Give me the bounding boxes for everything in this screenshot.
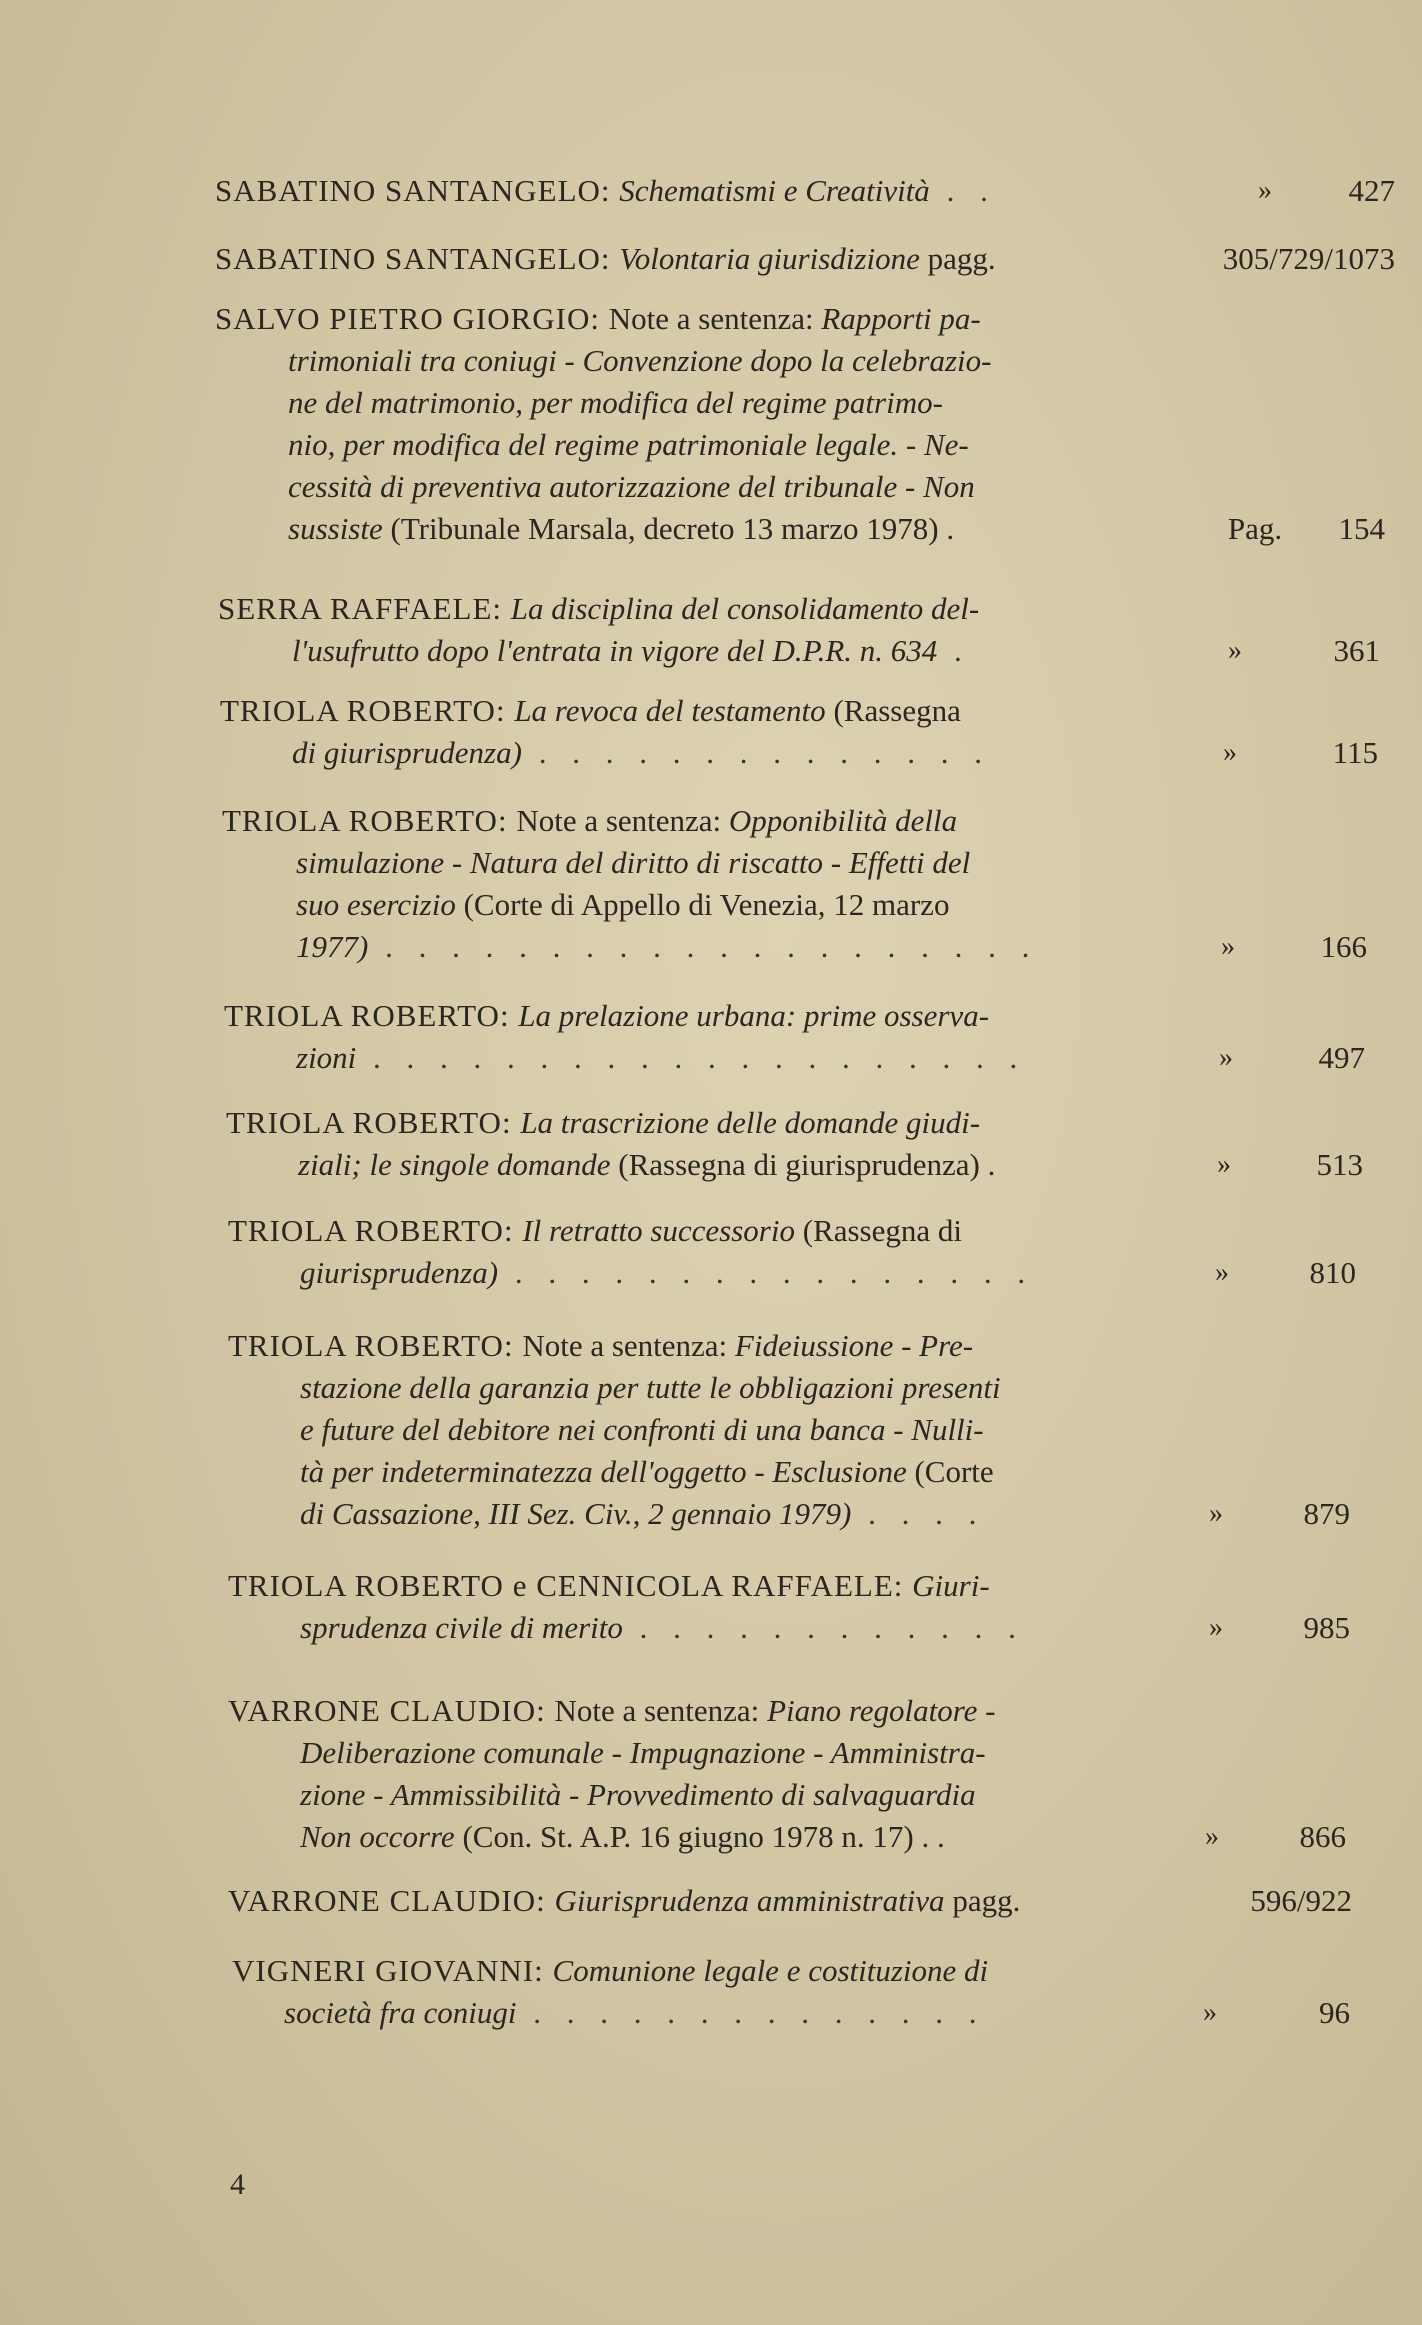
- entry-author: TRIOLA ROBERTO:: [224, 998, 519, 1033]
- entry-line: [0, 424, 1422, 466]
- entry-line-text: [296, 926, 1038, 968]
- entry-line: [0, 884, 1422, 926]
- page-number: 4: [230, 2168, 245, 2201]
- entry-line: [0, 1493, 1422, 1535]
- entry-line: [0, 1565, 1422, 1607]
- entry-mark: »: [1217, 1149, 1231, 1180]
- entry-author: TRIOLA ROBERTO:: [228, 1213, 523, 1248]
- entry-text-segment: (Rassegna di: [794, 1213, 963, 1248]
- entry-text-segment: Note a sentenza:: [522, 1328, 735, 1363]
- entry-line: [0, 1607, 1422, 1649]
- entry-line: [0, 1732, 1422, 1774]
- entry-line-text: [288, 424, 969, 466]
- entry-line: [0, 508, 1422, 550]
- entry-mark: »: [1221, 931, 1235, 962]
- entry-text-segment: società fra coniugi: [284, 1995, 517, 2030]
- entry-line-text: [228, 1210, 962, 1252]
- entry-text-segment: Piano regolatore -: [767, 1693, 996, 1728]
- entry-line-text: [300, 1493, 985, 1535]
- entry-text-segment: (Tribunale Marsala, decreto 13 marzo 1978) .: [382, 511, 955, 546]
- entry-text-segment: (Corte di Appello di Venezia, 12 marzo: [455, 887, 950, 922]
- entry-text-segment: . . . .: [851, 1496, 986, 1531]
- entry-author: TRIOLA ROBERTO:: [222, 803, 517, 838]
- entry-text-segment: . . . . . . . . . . . . . .: [516, 1995, 986, 2030]
- entry-text-segment: ne del matrimonio, per modifica del regime patrimo-: [288, 385, 943, 420]
- entry-line: [0, 1451, 1422, 1493]
- entry-text-segment: zione - Ammissibilità - Provvedimento di salvaguardia: [300, 1777, 976, 1812]
- entry-line-text: [300, 1252, 1034, 1294]
- entry-text-segment: . . . . . . . . . . . . . . . . . . . .: [356, 1040, 1027, 1075]
- entry-text-segment: Opponibilità della: [728, 803, 958, 838]
- entry-text-segment: e future del debitore nei confronti di una banca - Nulli-: [300, 1412, 984, 1447]
- entry-page-number: 866: [1299, 1819, 1346, 1854]
- entry-text-segment: tà per indeterminatezza dell'oggetto - Esclusione: [300, 1454, 907, 1489]
- entry-line: [0, 382, 1422, 424]
- entry-line-text: [226, 1102, 980, 1144]
- entry-line: [0, 630, 1422, 672]
- entry-line-text: [215, 298, 981, 340]
- entry-page-number: 810: [1309, 1255, 1356, 1290]
- entry-text-segment: Schematismi e Creatività: [619, 173, 930, 208]
- entry-text-segment: ziali; le singole domande: [298, 1147, 611, 1182]
- entry-line: [0, 690, 1422, 732]
- entry-line: [0, 170, 1422, 212]
- entry-text-segment: Comunione legale e costituzione di: [552, 1953, 989, 1988]
- entry-line-text: [300, 1774, 976, 1816]
- entry-mark: »: [1203, 1997, 1217, 2028]
- entry-author: TRIOLA ROBERTO:: [228, 1328, 523, 1363]
- entry-line: [0, 1037, 1422, 1079]
- entry-line-text: [232, 1950, 988, 1992]
- entry-line: [0, 1144, 1422, 1186]
- entry-mark: »: [1215, 1257, 1229, 1288]
- entry-line-text: [288, 382, 943, 424]
- entry-author: SABATINO SANTANGELO:: [215, 241, 620, 276]
- entry-line-text: [296, 842, 970, 884]
- entry-text-segment: pagg.: [919, 241, 996, 276]
- entry-text-segment: (Corte: [906, 1454, 994, 1489]
- entry-line: [0, 995, 1422, 1037]
- entry-text-segment: . . . . . . . . . . . . . .: [521, 735, 991, 770]
- entry-line-text: [228, 1325, 973, 1367]
- entry-text-segment: zioni: [296, 1040, 357, 1075]
- entry-text-segment: Giuri-: [912, 1568, 990, 1603]
- entry-line-text: [296, 1037, 1026, 1079]
- entry-line: [0, 842, 1422, 884]
- entry-line: [0, 298, 1422, 340]
- entry-text-segment: (Con. St. A.P. 16 giugno 1978 n. 17) . .: [454, 1819, 945, 1854]
- entry-line: [0, 340, 1422, 382]
- entry-text-segment: 1977): [296, 929, 369, 964]
- entry-line: [0, 732, 1422, 774]
- entry-author: TRIOLA ROBERTO:: [220, 693, 515, 728]
- entry-line: [0, 1367, 1422, 1409]
- entry-line: [0, 1102, 1422, 1144]
- entry-mark: »: [1205, 1821, 1219, 1852]
- entry-line: [0, 1950, 1422, 1992]
- entry-line: [0, 800, 1422, 842]
- entry-line-text: [300, 1607, 1025, 1649]
- entry-line-text: [222, 800, 957, 842]
- entry-author: VARRONE CLAUDIO:: [228, 1693, 555, 1728]
- entry-line: [0, 1816, 1422, 1858]
- entry-line-text: [220, 690, 961, 732]
- entry-text-segment: cessità di preventiva autorizzazione del tribunale - Non: [288, 469, 975, 504]
- entry-text-segment: Giurisprudenza amministrativa: [554, 1883, 945, 1918]
- entry-text-segment: La revoca del testamento: [514, 693, 826, 728]
- entry-line-text: [218, 588, 979, 630]
- entry-page-number: 879: [1303, 1496, 1350, 1531]
- entry-line-text: [224, 995, 989, 1037]
- entry-line: [0, 1774, 1422, 1816]
- entry-line: [0, 1690, 1422, 1732]
- entry-line-text: [288, 508, 954, 550]
- entry-page-number: 513: [1316, 1147, 1363, 1182]
- entry-text-segment: simulazione - Natura del diritto di riscatto - Effetti del: [296, 845, 971, 880]
- entry-text-segment: l'usufrutto dopo l'entrata in vigore del D.P.R. n. 634: [292, 633, 938, 668]
- entry-text-segment: Fideiussione - Pre-: [734, 1328, 974, 1363]
- entry-page-number: 166: [1320, 929, 1367, 964]
- entry-line: [0, 1409, 1422, 1451]
- entry-text-segment: giurisprudenza): [300, 1255, 499, 1290]
- entry-text-segment: trimoniali tra coniugi - Convenzione dopo la celebrazio-: [288, 343, 992, 378]
- entry-text-segment: pagg.: [944, 1883, 1021, 1918]
- entry-text-segment: La trascrizione delle domande giudi-: [520, 1105, 981, 1140]
- entry-page-number: 305/729/1073: [1222, 241, 1395, 276]
- entry-line: [0, 1325, 1422, 1367]
- entry-mark: »: [1209, 1498, 1223, 1529]
- entry-mark: »: [1223, 737, 1237, 768]
- entry-text-segment: Note a sentenza:: [516, 803, 729, 838]
- entry-author: TRIOLA ROBERTO e CENNICOLA RAFFAELE:: [228, 1568, 913, 1603]
- entry-author: TRIOLA ROBERTO:: [226, 1105, 521, 1140]
- entry-line-text: [300, 1409, 984, 1451]
- entry-mark: »: [1228, 635, 1242, 666]
- entry-line: [0, 1880, 1422, 1922]
- entry-line: [0, 238, 1422, 280]
- entry-text-segment: di Cassazione, III Sez. Civ., 2 gennaio 1979): [300, 1496, 852, 1531]
- entry-author: SABATINO SANTANGELO:: [215, 173, 620, 208]
- entry-text-segment: . . . . . . . . . . . . . . . . . . . .: [368, 929, 1039, 964]
- entry-line-text: [292, 732, 991, 774]
- entry-text-segment: Deliberazione comunale - Impugnazione - Amministra-: [300, 1735, 986, 1770]
- entry-line-text: [300, 1367, 1001, 1409]
- entry-text-segment: Il retratto successorio: [522, 1213, 795, 1248]
- entry-line-text: [300, 1451, 994, 1493]
- entry-mark: Pag.: [1227, 511, 1283, 546]
- entry-line-text: [228, 1565, 990, 1607]
- entry-mark: »: [1258, 175, 1272, 206]
- entry-line-text: [284, 1992, 985, 2034]
- entry-line-text: [215, 170, 997, 212]
- entry-page-number: 96: [1319, 1995, 1350, 2030]
- entry-author: VIGNERI GIOVANNI:: [232, 1953, 553, 1988]
- entry-line: [0, 1252, 1422, 1294]
- entry-page-number: 361: [1333, 633, 1380, 668]
- entry-line-text: [228, 1690, 996, 1732]
- entry-text-segment: La prelazione urbana: prime osserva-: [518, 998, 990, 1033]
- entry-line-text: [292, 630, 971, 672]
- entry-text-segment: .: [937, 633, 971, 668]
- entry-text-segment: sprudenza civile di merito: [300, 1610, 623, 1645]
- entry-page-number: 154: [1338, 511, 1385, 546]
- entry-page-number: 596/922: [1250, 1883, 1352, 1918]
- entry-text-segment: . . . . . . . . . . . . . . . .: [498, 1255, 1035, 1290]
- entry-text-segment: (Rassegna di giurisprudenza) .: [610, 1147, 996, 1182]
- entry-line-text: [228, 1880, 1020, 1922]
- entry-text-segment: Note a sentenza:: [554, 1693, 768, 1728]
- entry-text-segment: La disciplina del consolidamento del-: [510, 591, 980, 626]
- entry-mark: »: [1219, 1042, 1233, 1073]
- entry-text-segment: . .: [929, 173, 997, 208]
- entry-text-segment: suo esercizio: [296, 887, 456, 922]
- entry-line-text: [300, 1732, 986, 1774]
- entry-text-segment: . . . . . . . . . . . .: [622, 1610, 1025, 1645]
- entry-line-text: [215, 238, 996, 280]
- entry-text-segment: Non occorre: [300, 1819, 455, 1854]
- entry-author: SALVO PIETRO GIORGIO:: [215, 301, 609, 336]
- entry-text-segment: nio, per modifica del regime patrimoniale legale. - Ne-: [288, 427, 969, 462]
- entry-author: SERRA RAFFAELE:: [218, 591, 511, 626]
- entry-line-text: [300, 1816, 945, 1858]
- entry-line: [0, 1992, 1422, 2034]
- entry-text-segment: (Rassegna: [825, 693, 961, 728]
- entry-text-segment: di giurisprudenza): [292, 735, 522, 770]
- entry-line-text: [298, 1144, 995, 1186]
- entry-text-segment: stazione della garanzia per tutte le obbligazioni presenti: [300, 1370, 1001, 1405]
- entry-line-text: [288, 466, 975, 508]
- entry-author: VARRONE CLAUDIO:: [228, 1883, 555, 1918]
- entry-text-segment: Volontaria giurisdizione: [619, 241, 920, 276]
- entry-page-number: 497: [1318, 1040, 1365, 1075]
- entry-mark: »: [1209, 1612, 1223, 1643]
- entry-line-text: [288, 340, 991, 382]
- entry-text-segment: Rapporti pa-: [821, 301, 981, 336]
- entry-page-number: 985: [1303, 1610, 1350, 1645]
- entry-page-number: 427: [1348, 173, 1395, 208]
- entry-line-text: [296, 884, 949, 926]
- entry-line: [0, 466, 1422, 508]
- entry-line: [0, 926, 1422, 968]
- entry-text-segment: sussiste: [288, 511, 383, 546]
- entry-page-number: 115: [1332, 735, 1378, 770]
- entry-text-segment: Note a sentenza:: [608, 301, 822, 336]
- entry-line: [0, 588, 1422, 630]
- entry-line: [0, 1210, 1422, 1252]
